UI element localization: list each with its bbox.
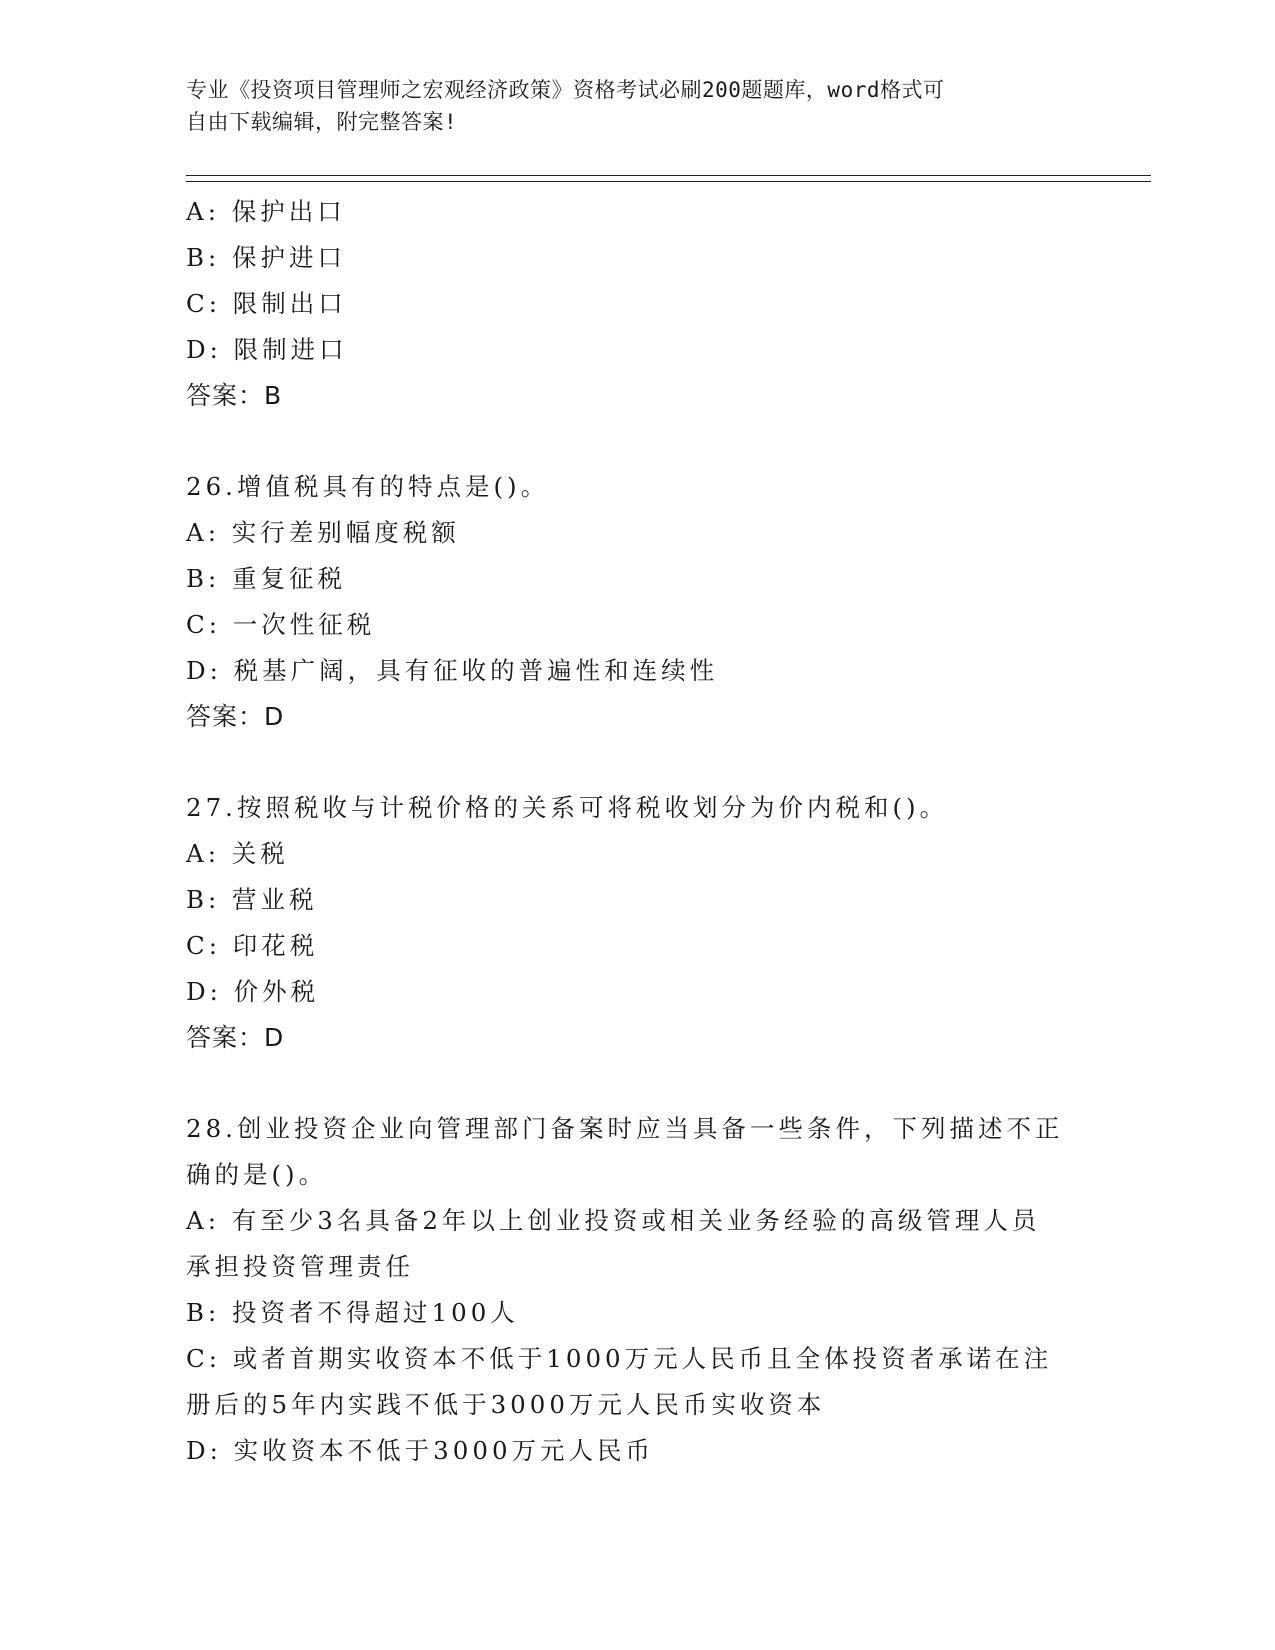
option-b: B: 投资者不得超过100人: [186, 1298, 519, 1327]
option-a-line-1: A: 有至少3名具备2年以上创业投资或相关业务经验的高级管理人员: [186, 1206, 1041, 1235]
option-c: C: 限制出口: [186, 289, 347, 318]
spacer: [186, 419, 1076, 464]
question-stem-line-1: 28.创业投资企业向管理部门备案时应当具备一些条件，下列描述不正: [186, 1114, 1064, 1143]
option-c-line-1: C: 或者首期实收资本不低于1000万元人民币且全体投资者承诺在注: [186, 1344, 1053, 1373]
document-header: [186, 74, 1066, 138]
answer-line: 答案：B: [186, 381, 283, 410]
option-c-line-2: 册后的5年内实践不低于3000万元人民币实收资本: [186, 1390, 826, 1419]
header-line-2: 自由下载编辑，附完整答案!: [186, 110, 458, 134]
option-d: D: 限制进口: [186, 335, 348, 364]
header-divider-top: [186, 175, 1151, 176]
spacer: [186, 740, 1076, 785]
question-stem: 26.增值税具有的特点是()。: [186, 472, 550, 501]
question-stem: 27.按照税收与计税价格的关系可将税收划分为价内税和()。: [186, 793, 949, 822]
question-content: [186, 189, 1076, 1474]
option-d: D: 实收资本不低于3000万元人民币: [186, 1436, 655, 1465]
option-d: D: 税基广阔，具有征收的普遍性和连续性: [186, 656, 719, 685]
option-a: A: 保护出口: [186, 197, 346, 226]
answer-line: 答案：D: [186, 702, 285, 731]
option-a: A: 实行差别幅度税额: [186, 518, 460, 547]
question-stem-line-2: 确的是()。: [186, 1160, 328, 1189]
option-b: B: 重复征税: [186, 564, 347, 593]
option-d: D: 价外税: [186, 977, 320, 1006]
question-28: [186, 1106, 1076, 1474]
spacer: [186, 1061, 1076, 1106]
question-27: [186, 785, 1076, 1061]
header-divider-bottom: [186, 181, 1151, 182]
question-26: [186, 464, 1076, 740]
option-a-line-2: 承担投资管理责任: [186, 1252, 414, 1281]
prev-question: [186, 189, 1076, 419]
header-line-1: 专业《投资项目管理师之宏观经济政策》资格考试必刷200题题库，word格式可: [186, 78, 945, 102]
option-c: C: 印花税: [186, 931, 319, 960]
answer-line: 答案：D: [186, 1023, 285, 1052]
option-b: B: 营业税: [186, 885, 318, 914]
option-c: C: 一次性征税: [186, 610, 376, 639]
option-a: A: 关税: [186, 839, 289, 868]
option-b: B: 保护进口: [186, 243, 347, 272]
